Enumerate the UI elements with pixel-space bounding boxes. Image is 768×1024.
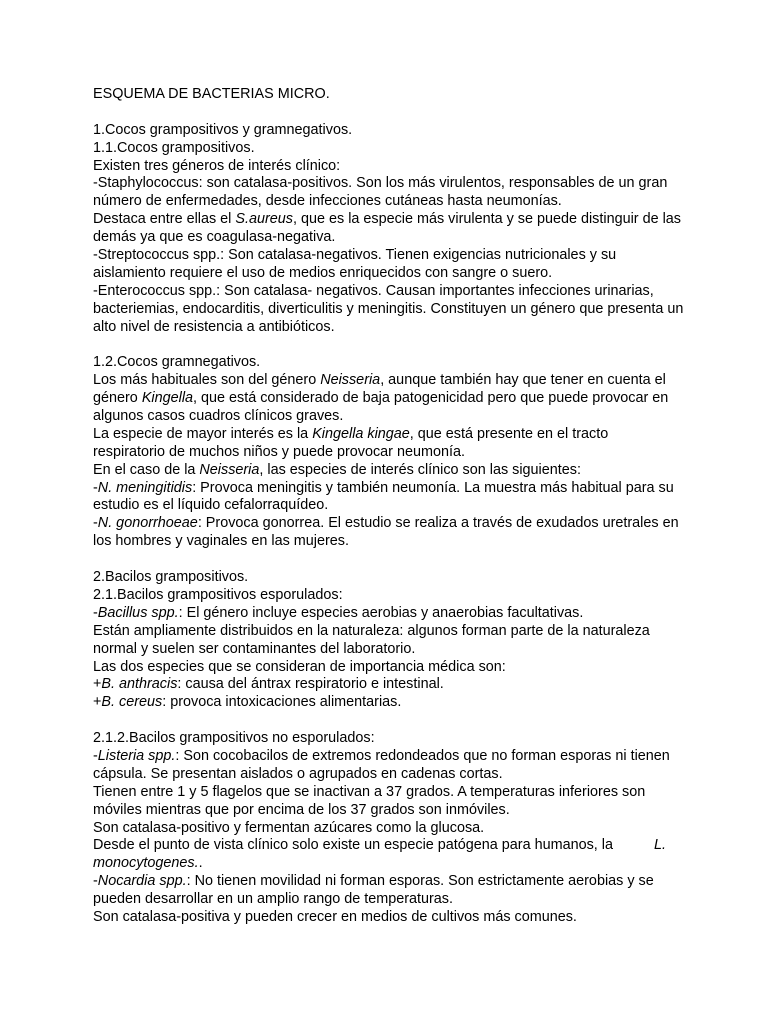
text-run: normal y suelen ser contaminantes del laboratorio. [93, 640, 416, 657]
text-run: -Staphylococcus: son catalasa-positivos. Son los más virulentos, responsables de un gran [93, 175, 668, 192]
italic-term: L. [653, 837, 666, 854]
text-run: los hombres y vaginales en las mujeres. [93, 533, 349, 550]
text-line [93, 659, 678, 677]
text-run: - [93, 873, 98, 890]
blank-line [93, 336, 678, 354]
text-line [93, 372, 678, 390]
text-run: : Son cocobacilos de extremos redondeados que no forman esporas ni tienen [175, 747, 670, 764]
italic-term: Neisseria [320, 372, 381, 389]
text-run: Son catalasa-positivo y fermentan azúcares como la glucosa. [93, 819, 485, 836]
text-line [93, 784, 678, 802]
text-run: -Streptococcus spp.: Son catalasa-negativos. Tienen exigencias nutricionales y su [93, 247, 617, 264]
text-line [93, 515, 678, 533]
text-run: Tienen entre 1 y 5 flagelos que se inactivan a 37 grados. A temperaturas inferiores son [93, 783, 646, 800]
text-line [93, 175, 678, 193]
italic-term: N. meningitidis [97, 479, 193, 496]
text-line [93, 837, 666, 855]
text-run: En el caso de la [93, 461, 200, 478]
text-line [93, 748, 678, 766]
italic-term: N. gonorrhoeae [97, 515, 198, 532]
text-line [93, 766, 678, 784]
text-run: : causa del ántrax respiratorio e intestinal. [177, 676, 444, 693]
text-run: 2.1.Bacilos grampositivos esporulados: [93, 586, 343, 603]
document-title [93, 86, 678, 104]
text-line [93, 820, 678, 838]
italic-term: B. anthracis [101, 676, 178, 693]
text-line [93, 641, 678, 659]
text-run: estudio es el líquido cefalorraquídeo. [93, 497, 329, 514]
text-line [93, 480, 678, 498]
text-line [93, 694, 678, 712]
italic-term: S.aureus [235, 211, 293, 228]
text-run: demás ya que es coagulasa-negativa. [93, 229, 336, 246]
text-line [93, 462, 678, 480]
text-run: : Provoca gonorrea. El estudio se realiza a través de exudados uretrales en [197, 515, 679, 532]
italic-term: Kingella kingae [312, 425, 410, 442]
text-line [93, 587, 678, 605]
text-line [93, 730, 678, 748]
text-run: número de enfermedades, desde infecciones cutáneas hasta neumonías. [93, 193, 562, 210]
italic-term: monocytogenes. [93, 855, 199, 872]
text-line [93, 283, 678, 301]
italic-term: Nocardia spp. [97, 873, 187, 890]
text-line [93, 533, 678, 551]
text-line [93, 497, 678, 515]
text-run: 2.Bacilos grampositivos. [93, 569, 249, 586]
text-run: - [93, 747, 98, 764]
text-run: Los más habituales son del género [93, 372, 321, 389]
text-run: -Enterococcus spp.: Son catalasa- negativos. Causan importantes infecciones urinarias, [93, 282, 654, 299]
text-run: , que está presente en el tracto [409, 425, 609, 442]
text-run: móviles mientras que por encima de los 37 grados son inmóviles. [93, 801, 510, 818]
text-line [93, 211, 681, 229]
text-line [93, 390, 678, 408]
text-run: : El género incluye especies aerobias y anaerobias facultativas. [178, 604, 584, 621]
text-run: - [93, 515, 98, 532]
text-run: : No tienen movilidad ni forman esporas. Son estrictamente aerobias y se [186, 873, 654, 890]
text-run: respiratorio de muchos niños y puede provocar neumonía. [93, 443, 465, 460]
blank-line [93, 551, 678, 569]
italic-term: Bacillus spp. [97, 604, 179, 621]
text-run: : provoca intoxicaciones alimentarias. [162, 694, 402, 711]
text-line [93, 909, 678, 927]
text-run: Son catalasa-positiva y pueden crecer en medios de cultivos más comunes. [93, 908, 577, 925]
text-run: + [93, 694, 102, 711]
text-run: : Provoca meningitis y también neumonía. La muestra más habitual para su [192, 479, 674, 496]
text-line [93, 193, 678, 211]
text-run: algunos casos cuadros clínicos graves. [93, 408, 344, 425]
text-run: género [93, 390, 142, 407]
text-line [93, 354, 678, 372]
text-run: Destaca entre ellas el [93, 211, 236, 228]
text-run: Las dos especies que se consideran de importancia médica son: [93, 658, 506, 675]
text-run: 1.2.Cocos gramnegativos. [93, 354, 261, 371]
italic-term: Kingella [141, 390, 194, 407]
italic-term: Listeria spp. [97, 747, 176, 764]
text-line [93, 855, 678, 873]
text-run: 1.Cocos grampositivos y gramnegativos. [93, 121, 353, 138]
line-left [93, 837, 613, 855]
text-line [93, 569, 678, 587]
document-page [93, 86, 684, 927]
text-line [93, 158, 678, 176]
text-run: cápsula. Se presentan aislados o agrupados en cadenas cortas. [93, 765, 503, 782]
text-line [93, 122, 678, 140]
text-line [93, 265, 678, 283]
line-right [654, 837, 666, 855]
text-line [93, 623, 678, 641]
text-line [93, 444, 678, 462]
text-line [93, 426, 678, 444]
text-run: , que es la especie más virulenta y se puede distinguir de las [293, 211, 681, 228]
text-line [93, 873, 678, 891]
text-line [93, 891, 678, 909]
text-run: , las especies de interés clínico son las siguientes: [259, 461, 581, 478]
blank-line [93, 712, 678, 730]
text-line [93, 605, 678, 623]
text-run: La especie de mayor interés es la [93, 425, 313, 442]
text-line [93, 319, 678, 337]
blank-line [93, 104, 678, 122]
text-run: - [93, 479, 98, 496]
text-line [93, 408, 678, 426]
italic-term: Neisseria [199, 461, 260, 478]
text-run: Están ampliamente distribuidos en la naturaleza: algunos forman parte de la naturaleza [93, 622, 650, 639]
text-run: Desde el punto de vista clínico solo existe un especie patógena para humanos, la [93, 837, 613, 854]
text-run: , aunque también hay que tener en cuenta el [380, 372, 666, 389]
text-run: bacteriemias, endocarditis, diverticulitis y meningitis. Constituyen un género que presenta un [93, 300, 684, 317]
text-line [93, 802, 678, 820]
text-run: 1.1.Cocos grampositivos. [93, 139, 255, 156]
text-run: Existen tres géneros de interés clínico: [93, 157, 341, 174]
text-run: ESQUEMA DE BACTERIAS MICRO. [93, 86, 330, 102]
text-run: - [93, 604, 98, 621]
text-line [93, 676, 678, 694]
text-run: 2.1.2.Bacilos grampositivos no esporulados: [93, 730, 375, 747]
italic-term: B. cereus [101, 694, 163, 711]
text-run: + [93, 676, 102, 693]
text-run: . [198, 855, 203, 872]
text-run: , que está considerado de baja patogenicidad pero que puede provocar en [193, 390, 669, 407]
text-line [93, 229, 678, 247]
text-line [93, 140, 678, 158]
text-line [93, 247, 678, 265]
text-run: pueden desarrollar en un amplio rango de temperaturas. [93, 891, 453, 908]
text-line [93, 300, 684, 319]
text-run: alto nivel de resistencia a antibióticos. [93, 318, 335, 335]
text-run: aislamiento requiere el uso de medios enriquecidos con sangre o suero. [93, 264, 553, 281]
